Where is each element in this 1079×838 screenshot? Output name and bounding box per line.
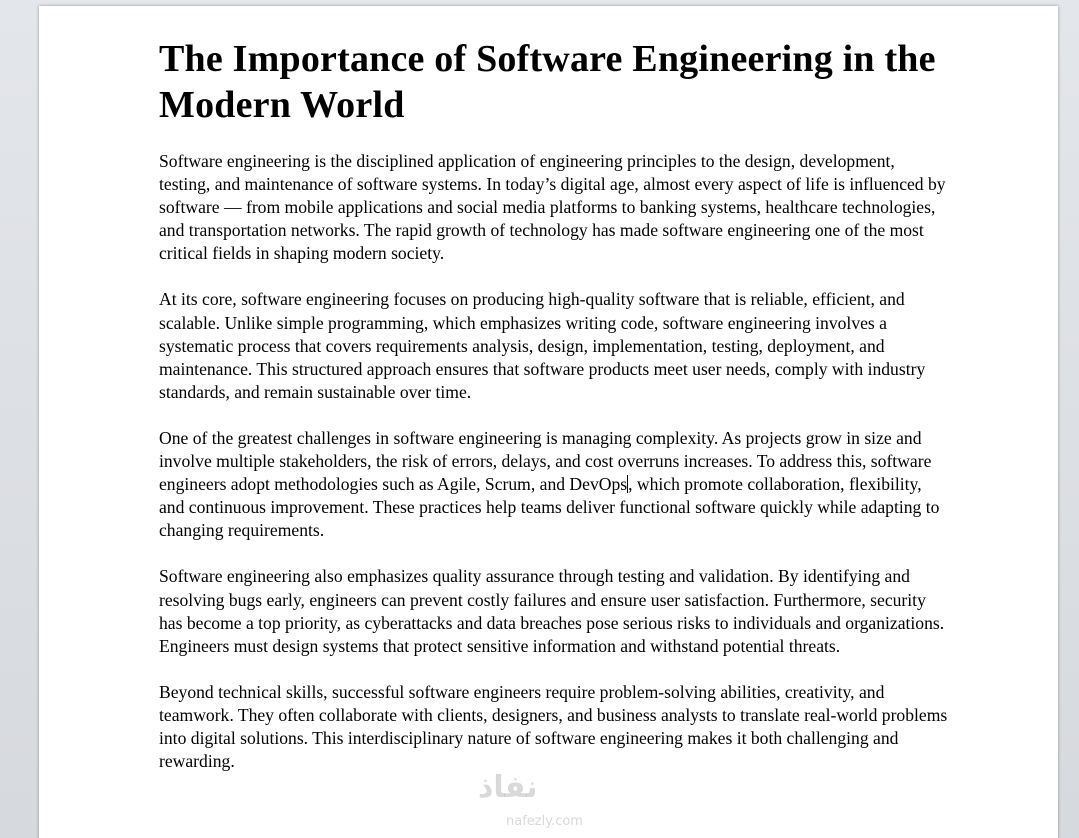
paragraph-5: Beyond technical skills, successful software engineers require problem-solving abilities, creativity, and teamwork. They often collaborate with clients, designers, and business analysts to translate real-world problems into digital solutions. This interdisciplinary nature of software engineering makes it both challenging and rewarding.	[159, 681, 948, 772]
paragraph-4: Software engineering also emphasizes quality assurance through testing and validation. By identifying and resolving bugs early, engineers can prevent costly failures and ensure user satisfaction. Furthermore, security has become a top priority, as cyberattacks and data breaches pose serious risks to individuals and organizations. Engineers must design systems that protect sensitive information and withstand potential threats.	[159, 566, 945, 656]
paragraph-3-before-cursor: One of the greatest challenges in software engineering is managing complexity. As projects grow in size and involve multiple stakeholders, the risk of errors, delays, and cost overruns increases. To address this, software engineers adopt methodologies such as Agile, Scrum, and DevOps	[159, 427, 932, 495]
watermark-text: nafezly.com	[506, 814, 583, 829]
paragraph-3	[159, 427, 949, 542]
document-title: The Importance of Software Engineering in the Modern World	[159, 38, 936, 126]
watermark-logo: نفاذ	[478, 770, 538, 805]
paragraph-3-after-cursor: , which promote collaboration, flexibility, and continuous improvement. These practices help teams deliver functional software quickly while adapting to changing requirements.	[159, 474, 940, 541]
document-page[interactable]	[39, 6, 1058, 838]
document-body[interactable]	[159, 36, 949, 796]
paragraph-2: At its core, software engineering focuses on producing high-quality software that is reliable, efficient, and scalable. Unlike simple programming, which emphasizes writing code, software engineering involves a systematic process that covers requirements analysis, design, implementation, testing, deployment, and maintenance. This structured approach ensures that software products meet user needs, comply with industry standards, and remain sustainable over time.	[159, 289, 926, 402]
paragraph-1: Software engineering is the disciplined application of engineering principles to the design, development, testing, and maintenance of software systems. In today’s digital age, almost every aspect of life is influenced by software — from mobile applications and social media platforms to banking systems, healthcare technologies, and transportation networks. The rapid growth of technology has made software engineering one of the most critical fields in shaping modern society.	[159, 151, 946, 264]
